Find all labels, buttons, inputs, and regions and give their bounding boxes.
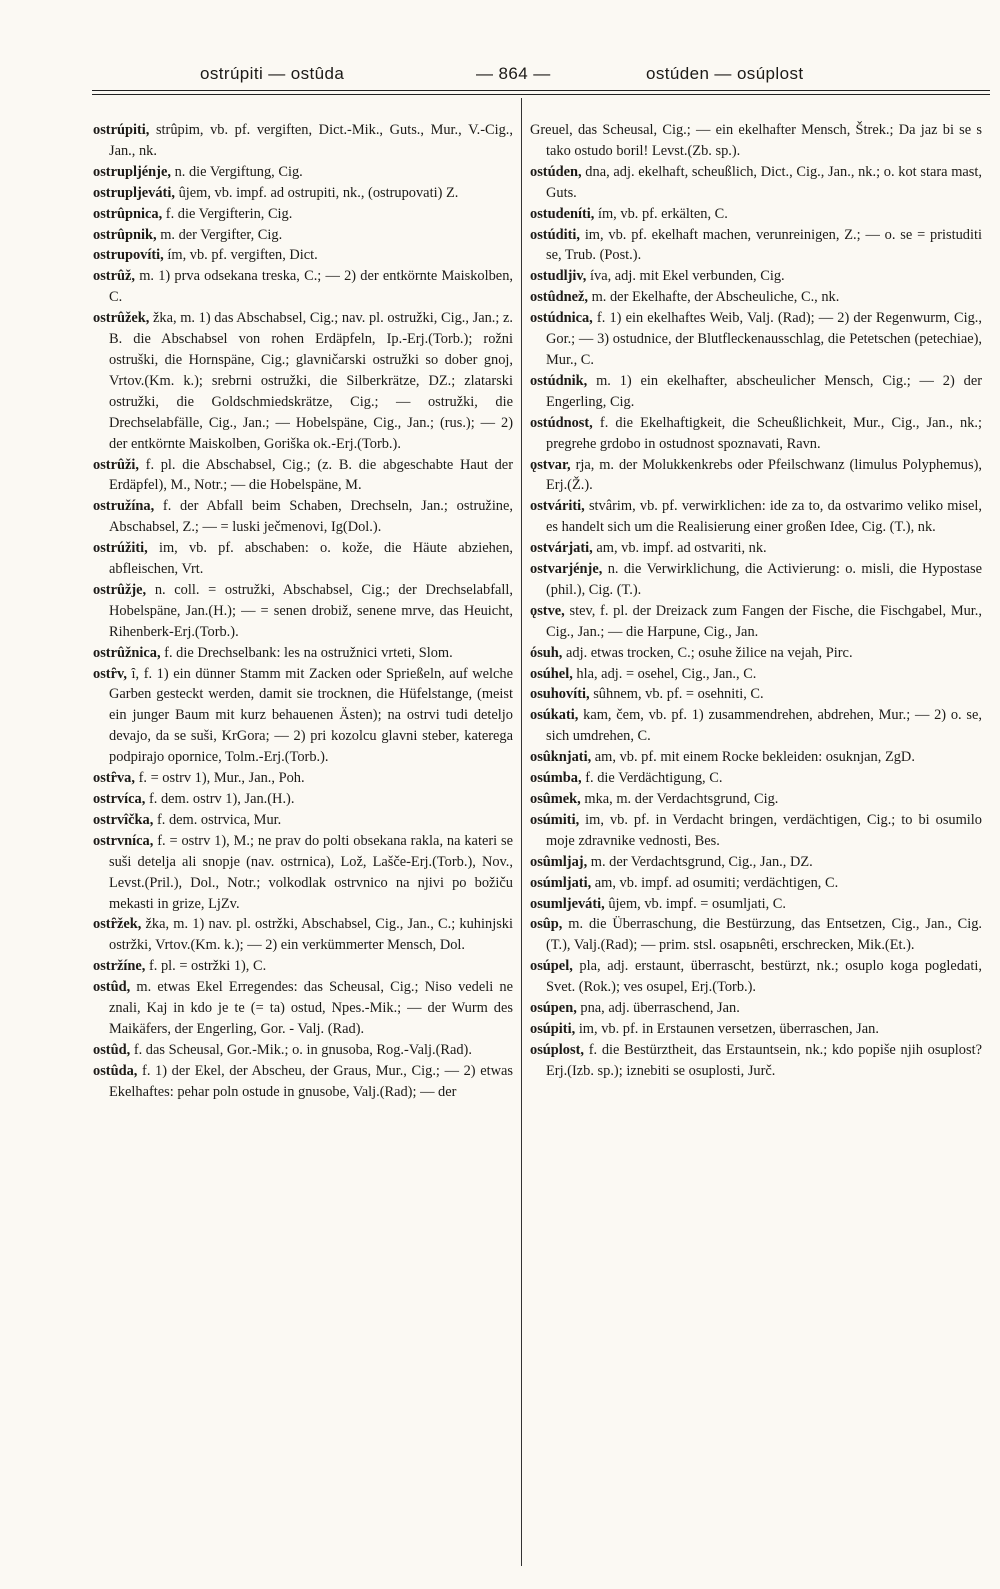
dictionary-entry <box>530 810 982 852</box>
entry-definition: f. pl. die Abschabsel, Cig.; (z. B. die abgeschabte Haut der Erdäpfel), M., Notr.; — die Hobelspäne, M. <box>109 456 513 494</box>
entry-definition: f. die Bestürztheit, das Erstauntsein, nk.; kdo popiše njih osuplost? Erj.(Izb. sp.); iznebiti se osuplosti, Jurč. <box>546 1041 982 1079</box>
entry-definition: im, vb. pf. abschaben: o. kože, die Häute abziehen, abfleischen, Vrt. <box>109 540 513 578</box>
page-header <box>86 54 986 94</box>
dictionary-entry <box>530 308 982 371</box>
entry-definition: žka, m. 1) nav. pl. ostržki, Abschabsel, Cig., Jan., C.; kuhinjski ostržki, Vrtov.(Km. k.); — 2) ein verkümmerter Mensch, Dol. <box>109 916 513 954</box>
dictionary-entry <box>530 643 982 664</box>
entry-headword: osúmljati, <box>530 874 592 891</box>
dictionary-entry <box>93 538 513 580</box>
dictionary-entry <box>93 580 513 643</box>
entry-definition: hla, adj. = osehel, Cig., Jan., C. <box>576 665 757 682</box>
dictionary-entry <box>530 998 982 1019</box>
dictionary-entry <box>530 204 982 225</box>
dictionary-entry <box>530 956 982 998</box>
dictionary-entry <box>93 1040 513 1061</box>
dictionary-entry <box>530 789 982 810</box>
dictionary-entry <box>530 559 982 601</box>
right-column <box>530 120 982 1082</box>
dictionary-entry <box>93 266 513 308</box>
dictionary-entry <box>530 413 982 455</box>
entry-definition: žka, m. 1) das Abschabsel, Cig.; nav. pl. ostružki, Cig., Jan.; z. B. die Abschabsel von rohen Erdäpfeln, Ip.-Erj.(Torb.); rožni ostruški, die Hornspäne, Cig.; glavničarski ostružki so dober gnoj, Vrtov.(Km. k.); srebrni ostružki, die Silberkrätze, DZ.; zlatarski ostružki, die Goldschmiedskrätze, Cig.; — ostružki, die Drechselabfälle, Cig., Jan.; — Hobelspäne, Cig., Jan.; (rus.); — 2) der entkörnte Maiskolben, Goriška ok.-Erj.(Torb.). <box>109 310 513 452</box>
dictionary-entry <box>530 225 982 267</box>
entry-headword: ostrvîčka, <box>93 811 154 828</box>
entry-definition: m. der Vergifter, Cig. <box>160 226 283 243</box>
entry-definition: ûjem, vb. impf. = osumljati, C. <box>608 895 786 912</box>
entry-headword: ǫstvar, <box>530 456 571 473</box>
dictionary-entry <box>530 664 982 685</box>
dictionary-entry <box>93 664 513 769</box>
entry-definition: mka, m. der Verdachtsgrund, Cig. <box>584 791 779 807</box>
dictionary-entry <box>93 810 513 831</box>
entry-headword: ostvarjénje, <box>530 561 603 578</box>
entry-headword: ostúdnica, <box>530 310 593 327</box>
entry-definition: pna, adj. überraschend, Jan. <box>580 1000 740 1017</box>
entry-headword: ostrúpiti, <box>93 122 150 138</box>
entry-headword: ostrúžiti, <box>93 540 148 557</box>
entry-definition: rja, m. der Molukkenkrebs oder Pfeilschwanz (limulus Polyphemus), Erj.(Ž.). <box>546 456 982 494</box>
entry-definition: f. dem. ostrv 1), Jan.(H.). <box>148 791 295 807</box>
dictionary-entry <box>530 1019 982 1040</box>
entry-headword: ostúdnost, <box>530 414 593 431</box>
entry-definition: f. = ostrv 1), Mur., Jan., Poh. <box>138 770 305 787</box>
entry-headword: ostrvíca, <box>93 791 146 807</box>
entry-definition: f. die Drechselbank: les na ostružnici vrteti, Slom. <box>164 644 453 661</box>
entry-definition: dna, adj. ekelhaft, scheußlich, Dict., Cig., Jan., nk.; o. kot stara mast, Guts. <box>546 163 982 201</box>
entry-headword: osûmek, <box>530 791 581 807</box>
entry-headword: ostrûžje, <box>93 581 147 598</box>
entry-headword: ostûd, <box>93 979 131 996</box>
entry-definition: f. = ostrv 1), M.; ne prav do polti obsekana rakla, na kateri se suši detelja ali snopje (nav. ostrnica), Lož, Lašče-Erj.(Torb.), Nov., Levst.(Pril.), Dol., Notr.; volkodlak ostrvnico na njivi po božiču mekasti in grize, LjZv. <box>109 832 513 912</box>
dictionary-entry <box>93 956 513 977</box>
left-column <box>93 120 513 1103</box>
entry-definition: f. dem. ostrvica, Mur. <box>156 811 282 828</box>
entry-headword: ostûda, <box>93 1062 138 1079</box>
dictionary-entry <box>93 643 513 664</box>
entry-definition: f. der Abfall beim Schaben, Drechseln, Jan.; ostružine, Abschabsel, Z.; — = luski ječmenovi, Ig(Dol.). <box>109 498 513 536</box>
dictionary-entry <box>530 538 982 559</box>
dictionary-entry <box>530 162 982 204</box>
entry-headword: osûp, <box>530 916 563 933</box>
entry-headword: ostrûžnica, <box>93 644 161 661</box>
entry-definition: ȋ, f. 1) ein dünner Stamm mit Zacken oder Sprießeln, auf welche Garben gesteckt werden, damit sie trocknen, die Hüfelstange, (meist ein junger Baum mit kurz behauenen Ästen); na ostrvi tudi deteljo devajo, da se suši, KrGora; — 2) pri kozolcu glavni steber, katerega podpirajo opornice, Tolm.-Erj.(Torb.). <box>109 665 513 766</box>
dictionary-entry <box>93 1061 513 1103</box>
dictionary-entry <box>93 225 513 246</box>
entry-headword: ostrupljeváti, <box>93 184 175 201</box>
entry-headword: ostúditi, <box>530 226 580 243</box>
entry-definition: f. das Scheusal, Gor.-Mik.; o. in gnusoba, Rog.-Valj.(Rad). <box>133 1041 472 1058</box>
dictionary-entry <box>530 852 982 873</box>
dictionary-entry <box>530 894 982 915</box>
entry-definition: am, vb. impf. ad ostvariti, nk. <box>596 540 767 557</box>
dictionary-entry <box>530 747 982 768</box>
entry-headword: ostvárjati, <box>530 540 593 557</box>
entry-headword: osúpen, <box>530 1000 577 1017</box>
entry-definition: sûhnem, vb. pf. = osehniti, C. <box>593 686 764 703</box>
header-right-guide-words: ostúden — osúplost <box>646 64 804 83</box>
entry-definition: ím, vb. pf. vergiften, Dict. <box>167 247 318 264</box>
entry-headword: osúhel, <box>530 665 573 682</box>
entry-definition: im, vb. pf. ekelhaft machen, verunreinigen, Z.; — o. se = pristuditi se, Trub. (Post.). <box>546 226 982 264</box>
entry-headword: osúpel, <box>530 958 573 975</box>
column-divider <box>521 98 522 1566</box>
entry-definition: am, vb. impf. ad osumiti; verdächtigen, C. <box>594 874 839 891</box>
entry-definition: pla, adj. erstaunt, überrascht, bestürzt, nk.; osuplo koga pogledati, Svet. (Rok.); ves osupel, Erj.(Torb.). <box>546 958 982 996</box>
entry-headword: ostrûž, <box>93 268 135 285</box>
entry-headword: osúplost, <box>530 1041 584 1058</box>
dictionary-entry <box>530 120 982 162</box>
entry-headword: ostržíne, <box>93 958 146 975</box>
dictionary-entry <box>93 308 513 454</box>
entry-definition: m. der Verdachtsgrund, Cig., Jan., DZ. <box>590 853 813 870</box>
entry-headword: ostrûžek, <box>93 310 150 327</box>
entry-headword: ostȓva, <box>93 770 135 787</box>
dictionary-entry <box>530 768 982 789</box>
entry-headword: ostrupovíti, <box>93 247 164 264</box>
dictionary-entry <box>530 496 982 538</box>
entry-headword: osuhovíti, <box>530 686 590 703</box>
entry-definition: m. der Ekelhafte, der Abscheuliche, C., nk. <box>591 289 840 306</box>
entry-definition: ím, vb. pf. erkälten, C. <box>597 205 728 222</box>
entry-definition: f. die Verdächtigung, C. <box>585 770 723 787</box>
entry-headword: osúkati, <box>530 707 579 724</box>
entry-headword: osumljeváti, <box>530 895 605 912</box>
entry-definition: f. die Ekelhaftigkeit, die Scheußlichkeit, Mur., Cig., Jan., nk.; pregrehe grdobo in ostudnost spoznavati, Ravn. <box>546 414 982 452</box>
page-number: — 864 — <box>476 64 551 83</box>
dictionary-entry <box>93 183 513 204</box>
entry-headword: ostváriti, <box>530 498 585 515</box>
dictionary-entry <box>530 684 982 705</box>
entry-definition: am, vb. pf. mit einem Rocke bekleiden: osuknjan, ZgD. <box>594 749 915 766</box>
header-rule-double <box>92 94 990 95</box>
entry-definition: f. 1) der Ekel, der Abscheu, der Graus, Mur., Cig.; — 2) etwas Ekelhaftes: pehar poln ostude in gnusobe, Valj.(Rad); — der <box>109 1062 513 1100</box>
dictionary-entry <box>93 977 513 1040</box>
entry-headword: ostúdnik, <box>530 372 588 389</box>
dictionary-entry <box>530 1040 982 1082</box>
entry-headword: ǫstve, <box>530 602 565 619</box>
entry-definition: f. pl. = ostržki 1), C. <box>148 958 267 975</box>
dictionary-entry <box>93 455 513 497</box>
entry-headword: osûmljaj, <box>530 853 588 870</box>
entry-definition: m. 1) ein ekelhafter, abscheulicher Mensch, Cig.; — 2) der Engerling, Cig. <box>546 372 982 410</box>
entry-headword: ostȓžek, <box>93 916 142 933</box>
entry-headword: ostrûpnik, <box>93 226 157 243</box>
dictionary-entry <box>93 162 513 183</box>
dictionary-entry <box>530 601 982 643</box>
entry-definition: im, vb. pf. in Erstaunen versetzen, überraschen, Jan. <box>578 1020 879 1037</box>
entry-definition: íva, adj. mit Ekel verbunden, Cig. <box>590 268 785 285</box>
entry-headword: ostrûži, <box>93 456 139 473</box>
entry-definition: n. die Verwirklichung, die Activierung: o. misli, die Hypostase (phil.), Cig. (T.). <box>546 561 982 598</box>
entry-headword: ostȓv, <box>93 665 127 682</box>
entry-headword: osúmba, <box>530 770 582 787</box>
header-rule <box>92 90 990 91</box>
entry-headword: osúpiti, <box>530 1020 576 1037</box>
entry-definition: f. die Vergifterin, Cig. <box>165 205 293 222</box>
entry-definition: n. coll. = ostružki, Abschabsel, Cig.; der Drechselabfall, Hobelspäne, Jan.(H.); — = senen drobiž, senene mrve, das Heuicht, Rihenberk-Erj.(Torb.). <box>109 581 513 640</box>
entry-definition: n. die Vergiftung, Cig. <box>174 163 303 180</box>
entry-definition: im, vb. pf. in Verdacht bringen, verdächtigen, Cig.; to bi osumilo moje zdravnike vednosti, Bes. <box>546 811 982 849</box>
entry-definition: Greuel, das Scheusal, Cig.; — ein ekelhafter Mensch, Štrek.; Da jaz bi se s tako ostudo boril! Levst.(Zb. sp.). <box>530 122 982 159</box>
dictionary-entry <box>530 371 982 413</box>
entry-definition: adj. etwas trocken, C.; osuhe žilice na vejah, Pirc. <box>566 644 853 661</box>
entry-definition: m. etwas Ekel Erregendes: das Scheusal, Cig.; Niso vedeli ne znali, Kaj in kdo je te (= ta) ostud, Npes.-Mik.; — der Wurm des Maikäfers, der Engerling, Gor. - Valj. (Rad). <box>109 979 514 1037</box>
dictionary-entry <box>93 120 513 162</box>
entry-headword: ostudeníti, <box>530 205 595 222</box>
entry-headword: ostružína, <box>93 498 155 515</box>
dictionary-entry <box>93 496 513 538</box>
entry-definition: strûpim, vb. pf. vergiften, Dict.-Mik., Guts., Mur., V.-Cig., Jan., nk. <box>109 122 513 159</box>
dictionary-entry <box>93 789 513 810</box>
entry-definition: stev, f. pl. der Dreizack zum Fangen der Fische, die Fischgabel, Mur., Cig., Jan.; — die Harpune, Cig., Jan. <box>546 602 982 640</box>
dictionary-entry <box>93 914 513 956</box>
entry-definition: stvârim, vb. pf. verwirklichen: ide za to, da ostvarimo veliko misel, es handelt sich um die Realisierung einer großen Idee, Cig. (T.), nk. <box>546 498 982 536</box>
entry-headword: ostûd, <box>93 1041 131 1058</box>
entry-headword: osûknjati, <box>530 749 592 766</box>
header-left-guide-words: ostrúpiti — ostûda <box>200 64 345 83</box>
entry-headword: ostúden, <box>530 163 582 180</box>
dictionary-entry <box>530 914 982 956</box>
dictionary-entry <box>93 831 513 915</box>
dictionary-entry <box>530 455 982 497</box>
dictionary-entry <box>530 287 982 308</box>
entry-headword: ósuh, <box>530 644 563 661</box>
dictionary-entry <box>93 204 513 225</box>
dictionary-entry <box>530 266 982 287</box>
dictionary-entry <box>530 873 982 894</box>
entry-headword: osúmiti, <box>530 811 580 828</box>
entry-headword: ostûdnež, <box>530 289 588 306</box>
entry-definition: kam, čem, vb. pf. 1) zusammendrehen, abdrehen, Mur.; — 2) o. se, sich umdrehen, C. <box>546 707 982 745</box>
dictionary-entry <box>530 705 982 747</box>
entry-definition: m. 1) prva odsekana treska, C.; — 2) der entkörnte Maiskolben, C. <box>109 268 513 306</box>
entry-definition: m. die Überraschung, die Bestürzung, das Entsetzen, Cig., Jan., Cig.(T.), Valj.(Rad); — prim. stsl. osapьnêti, erschrecken, Mik.(Et.). <box>546 916 982 954</box>
dictionary-entry <box>93 768 513 789</box>
entry-definition: f. 1) ein ekelhaftes Weib, Valj. (Rad); — 2) der Regenwurm, Cig., Gor.; — 3) ostudnice, der Blutfleckenausschlag, die Petetschen (petechiae), Mur., C. <box>546 310 982 368</box>
entry-headword: ostudljiv, <box>530 268 587 285</box>
entry-headword: ostrupljénje, <box>93 163 171 180</box>
entry-headword: ostrûpnica, <box>93 205 163 222</box>
entry-definition: ûjem, vb. impf. ad ostrupiti, nk., (ostrupovati) Z. <box>178 184 459 201</box>
dictionary-entry <box>93 245 513 266</box>
entry-headword: ostrvníca, <box>93 832 154 849</box>
